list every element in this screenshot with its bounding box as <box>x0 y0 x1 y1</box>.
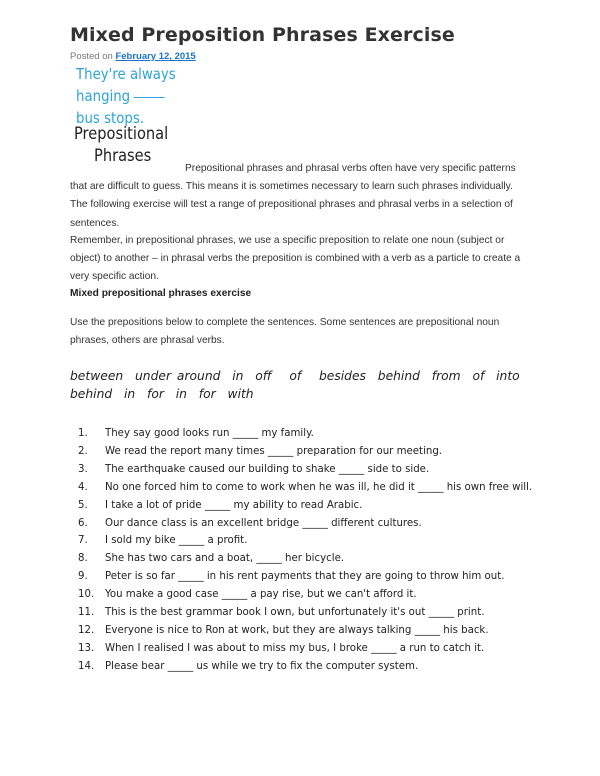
intro-paragraph-2: Remember, in prepositional phrases, we use a specific preposition to relate one noun (subject or object) to another – in phrasal verbs the preposition is combined with a verb as a particle to create a very specific action. <box>70 235 521 283</box>
question-number: 9. <box>78 571 88 583</box>
question-text: She has two cars and a boat, _____ her bicycle. <box>105 553 345 565</box>
question-number: 12. <box>78 624 95 636</box>
question-item <box>78 479 538 497</box>
question-text: They say good looks run _____ my family. <box>105 428 314 439</box>
question-item <box>78 515 538 533</box>
question-text: When I realised I was about to miss my bus, I broke _____ a run to catch it. <box>105 642 485 654</box>
question-number: 11. <box>78 607 95 619</box>
question-item <box>78 586 538 604</box>
question-item <box>78 425 538 443</box>
question-number: 3. <box>78 463 88 475</box>
question-text: This is the best grammar book I own, but unfortunately it's out _____ print. <box>105 607 485 619</box>
question-number: 7. <box>78 535 88 547</box>
exercise-instructions: Use the prepositions below to complete the sentences. Some sentences are prepositional noun phrases, others are phrasal verbs. <box>70 317 500 347</box>
question-item <box>78 550 538 568</box>
question-text: I sold my bike _____ a profit. <box>105 535 248 547</box>
question-number: 5. <box>78 499 88 511</box>
question-number: 4. <box>78 481 88 493</box>
exercise-heading: Mixed prepositional phrases exercise <box>70 288 252 299</box>
question-number: 8. <box>78 553 88 565</box>
question-list <box>78 425 538 676</box>
question-number: 14. <box>78 660 95 672</box>
promo-image <box>70 64 186 168</box>
question-item <box>78 568 538 586</box>
question-text: We read the report many times _____ preparation for our meeting. <box>105 445 443 457</box>
question-number: 2. <box>78 445 88 457</box>
question-text: Peter is so far _____ in his rent payments that they are going to throw him out. <box>105 571 505 583</box>
article-title: Mixed Preposition Phrases Exercise <box>70 24 455 46</box>
question-number: 10. <box>78 589 95 601</box>
promo-line-5: Phrases <box>94 146 152 166</box>
question-text: Please bear _____ us while we try to fix the computer system. <box>105 660 419 672</box>
question-text: I take a lot of pride _____ my ability to read Arabic. <box>105 499 363 511</box>
promo-line-3: bus stops. <box>76 109 145 127</box>
promo-blank <box>134 97 165 98</box>
question-item <box>78 461 538 479</box>
question-text: Our dance class is an excellent bridge _____ different cultures. <box>105 517 422 529</box>
promo-line-2-text: hanging <box>76 87 131 105</box>
question-item <box>78 532 538 550</box>
intro-paragraph-1-text: Prepositional phrases and phrasal verbs often have very specific patterns that are difficult to guess. This means it is sometimes necessary to learn such phrases individually. The following exercise will test a range of prepositional phrases and phrasal verbs in a selection of sentences. <box>70 163 516 229</box>
question-text: The earthquake caused our building to shake _____ side to side. <box>105 463 430 475</box>
posted-prefix: Posted on <box>70 51 113 62</box>
promo-line-2 <box>76 87 165 105</box>
question-item <box>78 622 538 640</box>
question-item <box>78 640 538 658</box>
question-item <box>78 658 538 676</box>
question-item <box>78 443 538 461</box>
posted-date-link[interactable]: February 12, 2015 <box>115 51 196 62</box>
question-text: Everyone is nice to Ron at work, but they are always talking _____ his back. <box>105 624 489 636</box>
promo-line-4: Prepositional <box>74 124 169 144</box>
question-item <box>78 497 538 515</box>
question-number: 13. <box>78 642 95 654</box>
question-item <box>78 604 538 622</box>
post-meta <box>70 51 196 62</box>
word-bank: between under around in off of besides behind from of into behind in for in for with <box>70 369 526 401</box>
question-number: 6. <box>78 517 88 529</box>
intro-paragraph-1 <box>70 160 530 233</box>
question-text: No one forced him to come to work when he was ill, he did it _____ his own free will. <box>105 481 533 493</box>
promo-line-1: They're always <box>76 65 176 83</box>
question-text: You make a good case _____ a pay rise, but we can't afford it. <box>105 589 417 601</box>
question-number: 1. <box>78 428 88 439</box>
